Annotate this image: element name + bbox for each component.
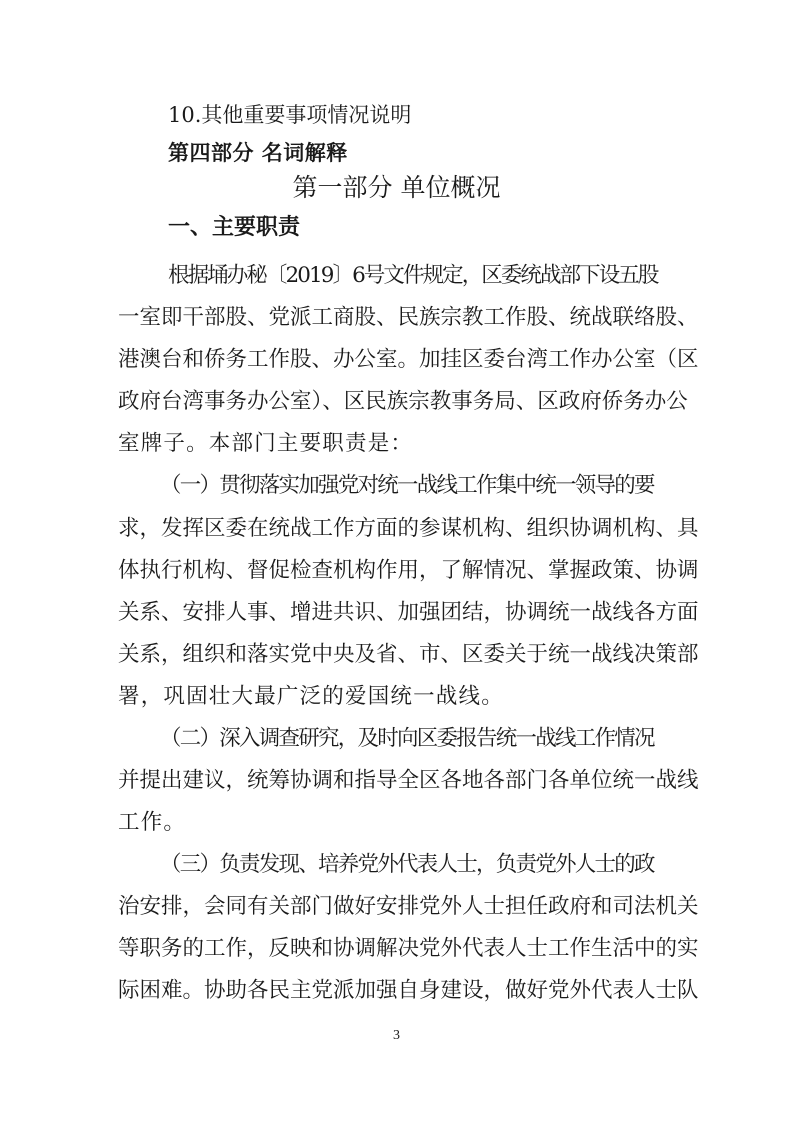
text-line: 室牌子。本部门主要职责是： <box>118 431 414 456</box>
text-line: 等职务的工作，反映和协调解决党外代表人士工作生活中的实 <box>118 936 699 961</box>
text-line: 关系、安排人事、增进共识、加强团结，协调统一战线各方面 <box>118 600 699 625</box>
text-line: 治安排，会同有关部门做好安排党外人士担任政府和司法机关 <box>118 894 699 919</box>
page-number: 3 <box>393 1028 400 1043</box>
text-line: 港澳台和侨务工作股、办公室。加挂区委台湾工作办公室（区 <box>118 347 699 372</box>
text-line: 工作。 <box>118 810 187 835</box>
section-title: 第一部分 单位概况 <box>292 173 501 202</box>
text-line: 关系，组织和落实党中央及省、市、区委关于统一战线决策部 <box>118 642 699 667</box>
text-line: 际困难。协助各民主党派加强自身建设，做好党外代表人士队 <box>118 978 699 1003</box>
text-line: （二）深入调查研究，及时向区委报告统一战线工作情况 <box>160 726 654 751</box>
text-line: 求，发挥区委在统战工作方面的参谋机构、组织协调机构、具 <box>118 516 699 541</box>
text-line: 一室即干部股、党派工商股、民族宗教工作股、统战联络股、 <box>118 305 699 330</box>
text-line: 署，巩固壮大最广泛的爱国统一战线。 <box>118 684 504 709</box>
text-line: 并提出建议，统筹协调和指导全区各地各部门各单位统一战线 <box>118 768 699 793</box>
section-heading: 一、主要职责 <box>168 215 301 240</box>
text-line: 体执行机构、督促检查机构作用，了解情况、掌握政策、协调 <box>118 558 699 583</box>
text-line: （三）负责发现、培养党外代表人士，负责党外人士的政 <box>160 852 654 877</box>
text-line: （一）贯彻落实加强党对统一战线工作集中统一领导的要 <box>160 473 654 498</box>
text-line: 根据埇办秘〔2019〕6号文件规定，区委统战部下设五股 <box>168 263 658 288</box>
toc-part-4: 第四部分 名词解释 <box>168 141 348 165</box>
toc-item-10: 10.其他重要事项情况说明 <box>168 103 412 127</box>
text-line: 政府台湾事务办公室）、区民族宗教事务局、区政府侨务办公 <box>118 389 688 414</box>
